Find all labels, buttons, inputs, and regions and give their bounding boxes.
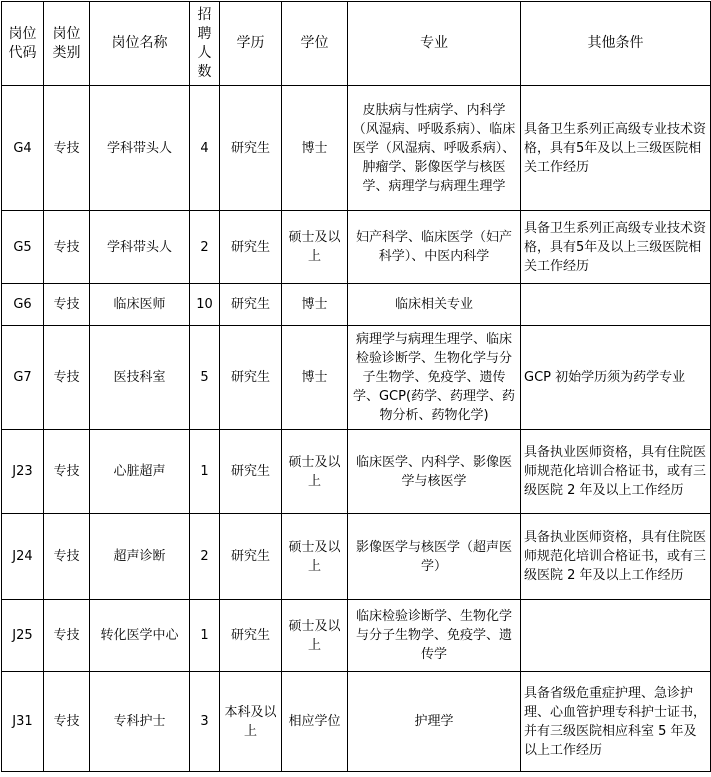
table-row	[2, 430, 711, 514]
cell-other	[521, 600, 711, 672]
cell-code: J25	[2, 600, 44, 672]
table-row	[2, 211, 711, 284]
cell-education: 研究生	[220, 600, 282, 672]
cell-count: 3	[190, 672, 220, 772]
cell-education: 研究生	[220, 284, 282, 326]
header-row	[2, 2, 711, 86]
cell-education: 研究生	[220, 514, 282, 600]
cell-category: 专技	[44, 600, 90, 672]
cell-other: 具备执业医师资格，具有住院医师规范化培训合格证书，或有三级医院 2 年及以上工作经历	[521, 514, 711, 600]
cell-degree: 硕士及以上	[282, 211, 348, 284]
cell-count: 4	[190, 86, 220, 211]
cell-degree: 相应学位	[282, 672, 348, 772]
cell-education: 研究生	[220, 326, 282, 430]
cell-count: 2	[190, 514, 220, 600]
cell-code: J31	[2, 672, 44, 772]
cell-degree: 博士	[282, 326, 348, 430]
header-category: 岗位类别	[44, 2, 90, 86]
cell-code: G7	[2, 326, 44, 430]
header-other: 其他条件	[521, 2, 711, 86]
cell-name: 超声诊断	[90, 514, 190, 600]
cell-major: 临床检验诊断学、生物化学与分子生物学、免疫学、遗传学	[348, 600, 521, 672]
cell-name: 学科带头人	[90, 86, 190, 211]
cell-category: 专技	[44, 430, 90, 514]
header-count: 招聘人数	[190, 2, 220, 86]
recruitment-table	[1, 1, 711, 772]
cell-major: 妇产科学、临床医学（妇产科学）、中医内科学	[348, 211, 521, 284]
cell-code: J24	[2, 514, 44, 600]
cell-education: 本科及以上	[220, 672, 282, 772]
cell-category: 专技	[44, 672, 90, 772]
header-name: 岗位名称	[90, 2, 190, 86]
cell-major: 病理学与病理生理学、临床检验诊断学、生物化学与分子生物学、免疫学、遗传学、GCP(药学、药理学、药物分析、药物化学)	[348, 326, 521, 430]
table-row	[2, 284, 711, 326]
table-row	[2, 600, 711, 672]
cell-major: 护理学	[348, 672, 521, 772]
cell-other: 具备卫生系列正高级专业技术资格，具有5年及以上三级医院相关工作经历	[521, 211, 711, 284]
cell-education: 研究生	[220, 430, 282, 514]
cell-category: 专技	[44, 326, 90, 430]
cell-major: 临床相关专业	[348, 284, 521, 326]
cell-major: 临床医学、内科学、影像医学与核医学	[348, 430, 521, 514]
cell-education: 研究生	[220, 211, 282, 284]
cell-category: 专技	[44, 86, 90, 211]
cell-other: 具备执业医师资格，具有住院医师规范化培训合格证书，或有三级医院 2 年及以上工作经历	[521, 430, 711, 514]
cell-code: G4	[2, 86, 44, 211]
cell-count: 1	[190, 600, 220, 672]
cell-category: 专技	[44, 284, 90, 326]
cell-name: 临床医师	[90, 284, 190, 326]
cell-count: 5	[190, 326, 220, 430]
cell-code: G5	[2, 211, 44, 284]
cell-degree: 博士	[282, 284, 348, 326]
table-row	[2, 672, 711, 772]
cell-other: 具备卫生系列正高级专业技术资格，具有5年及以上三级医院相关工作经历	[521, 86, 711, 211]
cell-name: 学科带头人	[90, 211, 190, 284]
cell-name: 专科护士	[90, 672, 190, 772]
header-degree: 学位	[282, 2, 348, 86]
cell-degree: 博士	[282, 86, 348, 211]
cell-code: G6	[2, 284, 44, 326]
cell-category: 专技	[44, 211, 90, 284]
table-row	[2, 86, 711, 211]
cell-category: 专技	[44, 514, 90, 600]
table-row	[2, 514, 711, 600]
cell-count: 10	[190, 284, 220, 326]
cell-count: 2	[190, 211, 220, 284]
cell-name: 转化医学中心	[90, 600, 190, 672]
header-education: 学历	[220, 2, 282, 86]
cell-degree: 硕士及以上	[282, 430, 348, 514]
header-major: 专业	[348, 2, 521, 86]
cell-degree: 硕士及以上	[282, 600, 348, 672]
cell-other: 具备省级危重症护理、急诊护理、心血管护理专科护士证书，并有三级医院相应科室 5 年及以上工作经历	[521, 672, 711, 772]
cell-degree: 硕士及以上	[282, 514, 348, 600]
cell-education: 研究生	[220, 86, 282, 211]
cell-major: 影像医学与核医学（超声医学）	[348, 514, 521, 600]
table-row	[2, 326, 711, 430]
cell-major: 皮肤病与性病学、内科学（风湿病、呼吸系病）、临床医学（风湿病、呼吸系病）、肿瘤学、影像医学与核医学、病理学与病理生理学	[348, 86, 521, 211]
cell-code: J23	[2, 430, 44, 514]
cell-name: 医技科室	[90, 326, 190, 430]
cell-count: 1	[190, 430, 220, 514]
cell-other: GCP 初始学历须为药学专业	[521, 326, 711, 430]
header-code: 岗位代码	[2, 2, 44, 86]
cell-name: 心脏超声	[90, 430, 190, 514]
cell-other	[521, 284, 711, 326]
